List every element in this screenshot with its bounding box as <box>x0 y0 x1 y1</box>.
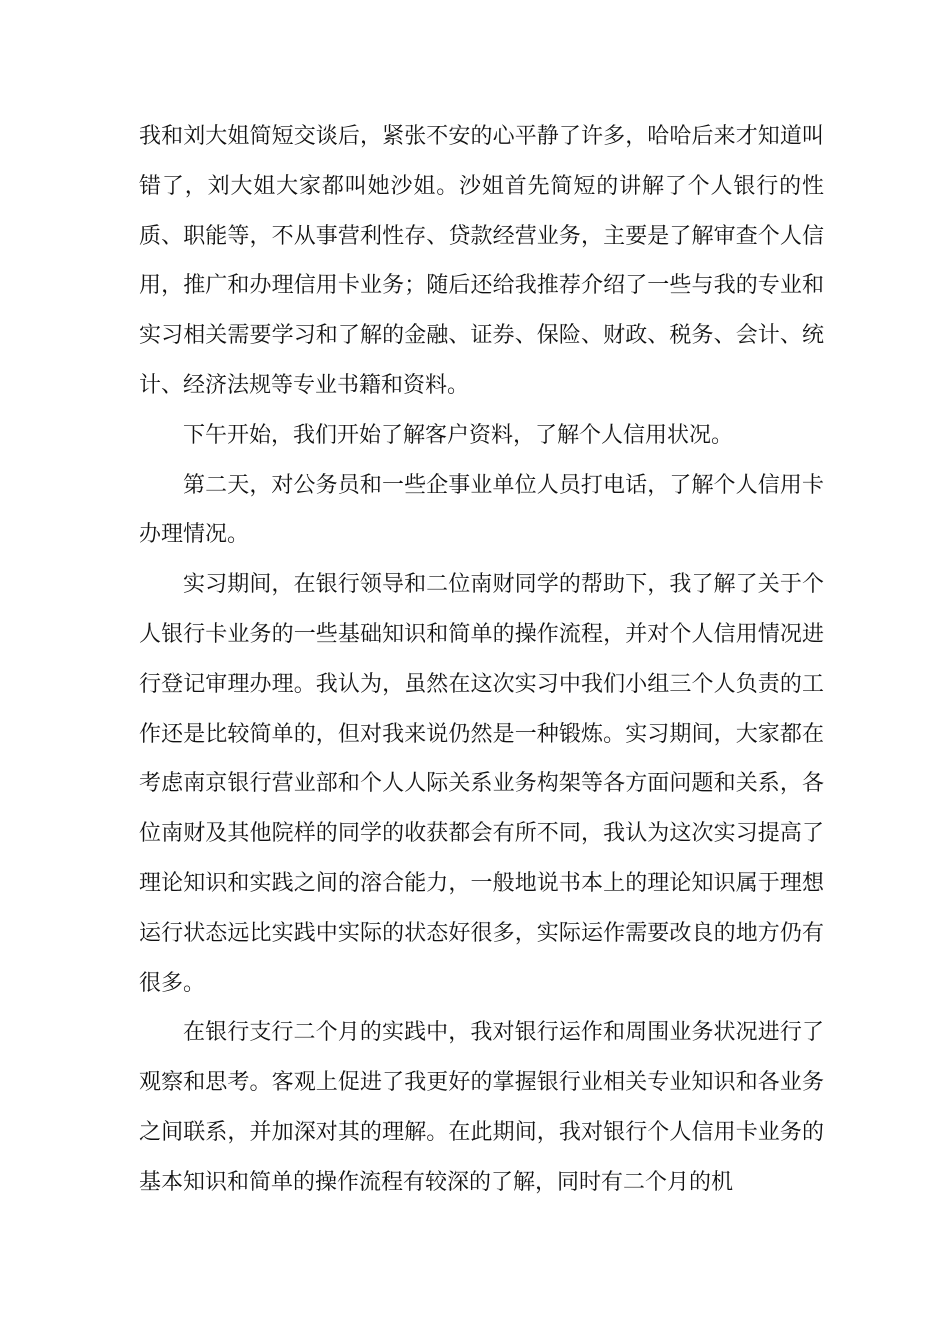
paragraph-4: 实习期间，在银行领导和二位南财同学的帮助下，我了解了关于个人银行卡业务的一些基础知识和简单的操作流程，并对个人信用情况进行登记审理办理。我认为，虽然在这次实习中我们小组三个人负责的工作还是比较简单的，但对我来说仍然是一种锻炼。实习期间，大家都在考虑南京银行营业部和个人人际关系业务构架等各方面问题和关系，各位南财及其他院样的同学的收获都会有所不同，我认为这次实习提高了理论知识和实践之间的溶合能力，一般地说书本上的理论知识属于理想运行状态远比实践中实际的状态好很多，实际运作需要改良的地方仍有很多。 <box>139 572 824 996</box>
paragraph-2: 下午开始，我们开始了解客户资料，了解个人信用状况。 <box>183 422 734 448</box>
paragraph-3: 第二天，对公务员和一些企事业单位人员打电话，了解个人信用卡办理情况。 <box>139 472 824 548</box>
document-body <box>139 112 824 1208</box>
paragraph-5: 在银行支行二个月的实践中，我对银行运作和周围业务状况进行了观察和思考。客观上促进了我更好的掌握银行业相关专业知识和各业务之间联系，并加深对其的理解。在此期间，我对银行个人信用卡业务的基本知识和简单的操作流程有较深的了解，同时有二个月的机 <box>139 1020 824 1195</box>
paragraph-1: 我和刘大姐简短交谈后，紧张不安的心平静了许多，哈哈后来才知道叫错了，刘大姐大家都叫她沙姐。沙姐首先简短的讲解了个人银行的性质、职能等，不从事营利性存、贷款经营业务，主要是了解审查个人信用，推广和办理信用卡业务；随后还给我推荐介绍了一些与我的专业和实习相关需要学习和了解的金融、证券、保险、财政、税务、会计、统计、经济法规等专业书籍和资料。 <box>139 124 824 398</box>
